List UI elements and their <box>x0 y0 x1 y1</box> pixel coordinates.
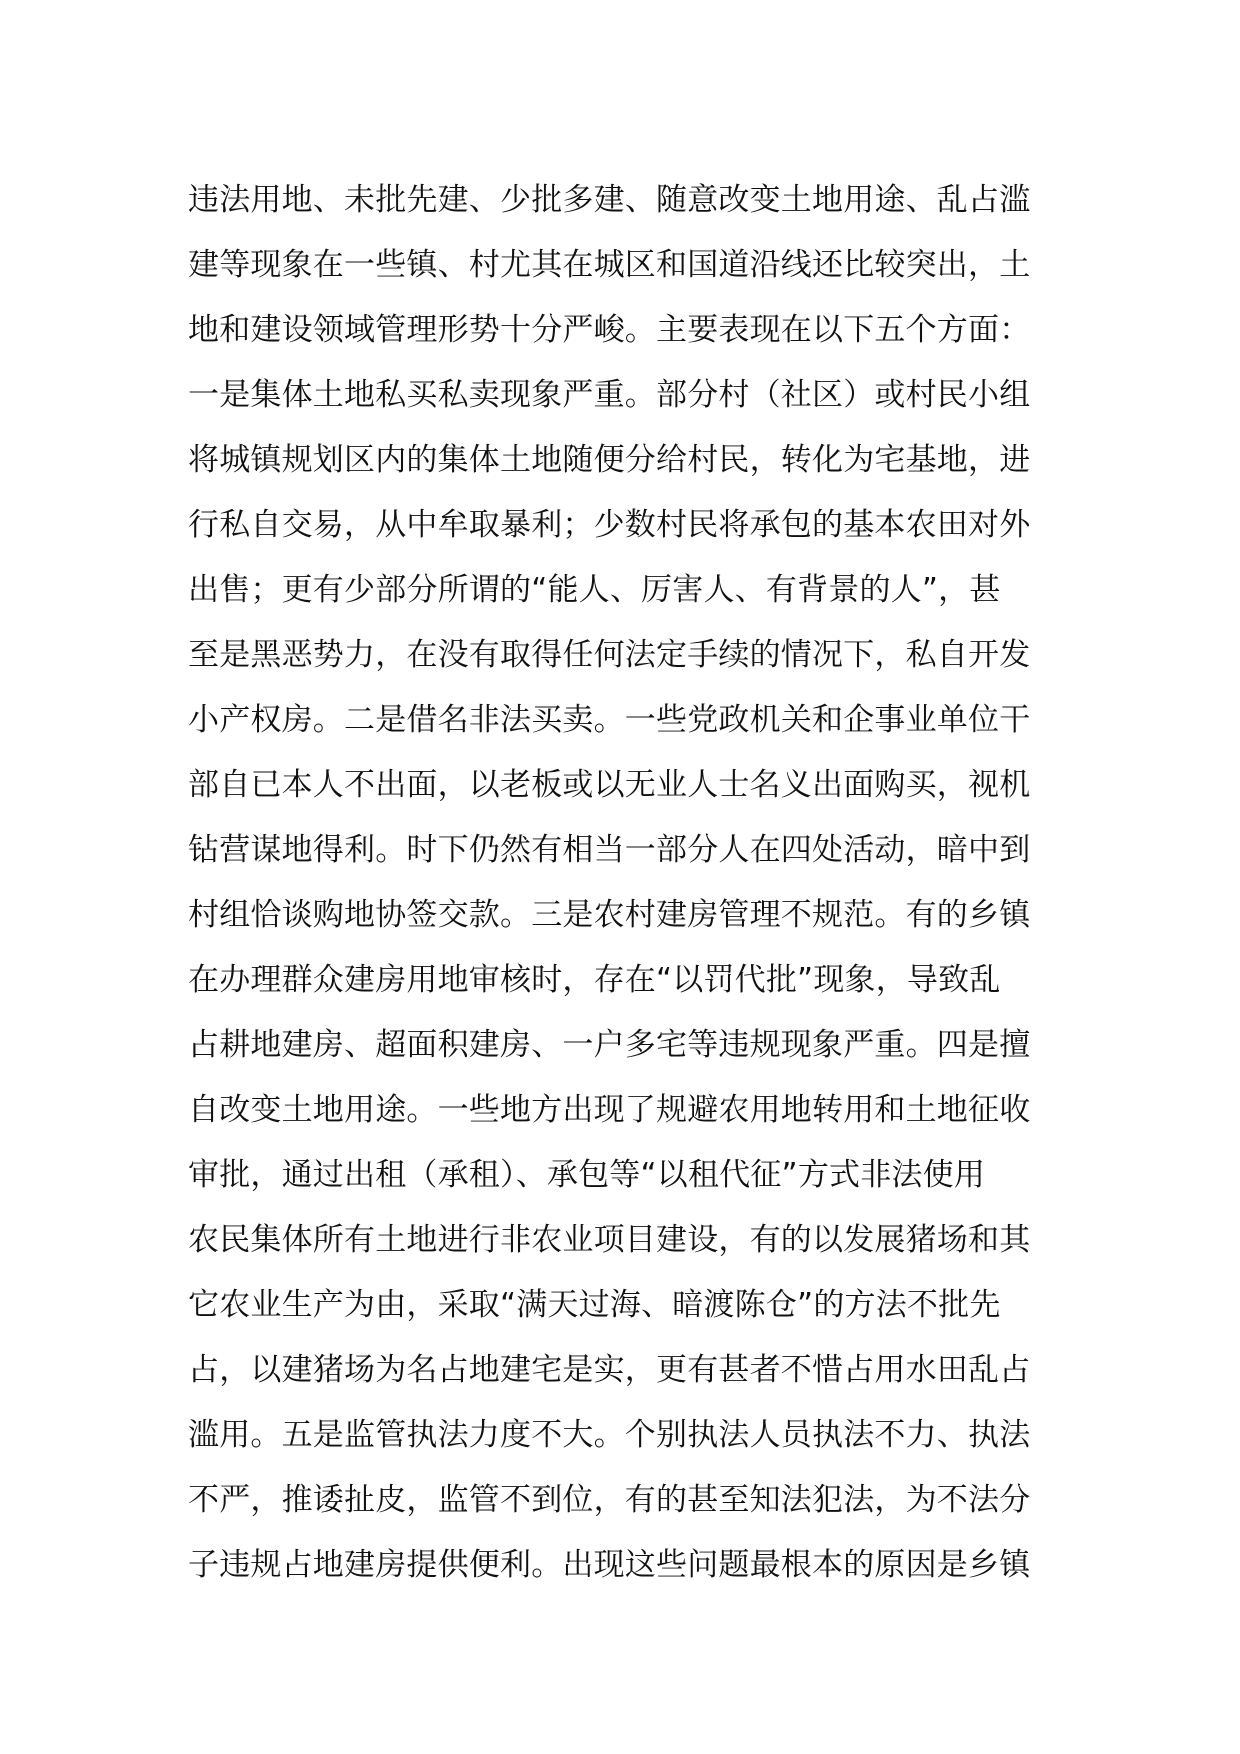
text-line: 地和建设领域管理形势十分严峻。主要表现在以下五个方面： <box>188 312 1031 348</box>
text-line: 钻营谋地得利。时下仍然有相当一部分人在四处活动，暗中到 <box>188 832 1031 868</box>
text-line: 行私自交易，从中牟取暴利；少数村民将承包的基本农田对外 <box>188 507 1031 543</box>
text-line: 滥用。五是监管执法力度不大。个别执法人员执法不力、执法 <box>188 1417 1031 1453</box>
text-line: 子违规占地建房提供便利。出现这些问题最根本的原因是乡镇 <box>188 1547 1031 1583</box>
body-paragraph <box>188 168 1068 1598</box>
text-line: 违法用地、未批先建、少批多建、随意改变土地用途、乱占滥 <box>188 182 1031 218</box>
text-line: 小产权房。二是借名非法买卖。一些党政机关和企事业单位干 <box>188 702 1031 738</box>
text-line: 建等现象在一些镇、村尤其在城区和国道沿线还比较突出，土 <box>188 247 1031 283</box>
text-line: 农民集体所有土地进行非农业项目建设，有的以发展猪场和其 <box>188 1222 1031 1258</box>
text-line: 占，以建猪场为名占地建宅是实，更有甚者不惜占用水田乱占 <box>188 1352 1031 1388</box>
text-line: 审批，通过出租（承租）、承包等“以租代征”方式非法使用 <box>188 1157 986 1193</box>
text-line: 自改变土地用途。一些地方出现了规避农用地转用和土地征收 <box>188 1092 1031 1128</box>
text-line: 将城镇规划区内的集体土地随便分给村民，转化为宅基地，进 <box>188 442 1031 478</box>
text-line: 一是集体土地私买私卖现象严重。部分村（社区）或村民小组 <box>188 377 1031 413</box>
text-line: 不严，推诿扯皮，监管不到位，有的甚至知法犯法，为不法分 <box>188 1482 1031 1518</box>
text-line: 部自已本人不出面，以老板或以无业人士名义出面购买，视机 <box>188 767 1031 803</box>
text-line: 至是黑恶势力，在没有取得任何法定手续的情况下，私自开发 <box>188 637 1031 673</box>
text-line: 村组恰谈购地协签交款。三是农村建房管理不规范。有的乡镇 <box>188 897 1031 933</box>
text-line: 在办理群众建房用地审核时，存在“以罚代批”现象，导致乱 <box>188 962 1001 998</box>
text-line: 占耕地建房、超面积建房、一户多宅等违规现象严重。四是擅 <box>188 1027 1031 1063</box>
text-line: 它农业生产为由，采取“满天过海、暗渡陈仓”的方法不批先 <box>188 1287 1001 1323</box>
text-line: 出售；更有少部分所谓的“能人、厉害人、有背景的人”，甚 <box>188 572 1001 608</box>
